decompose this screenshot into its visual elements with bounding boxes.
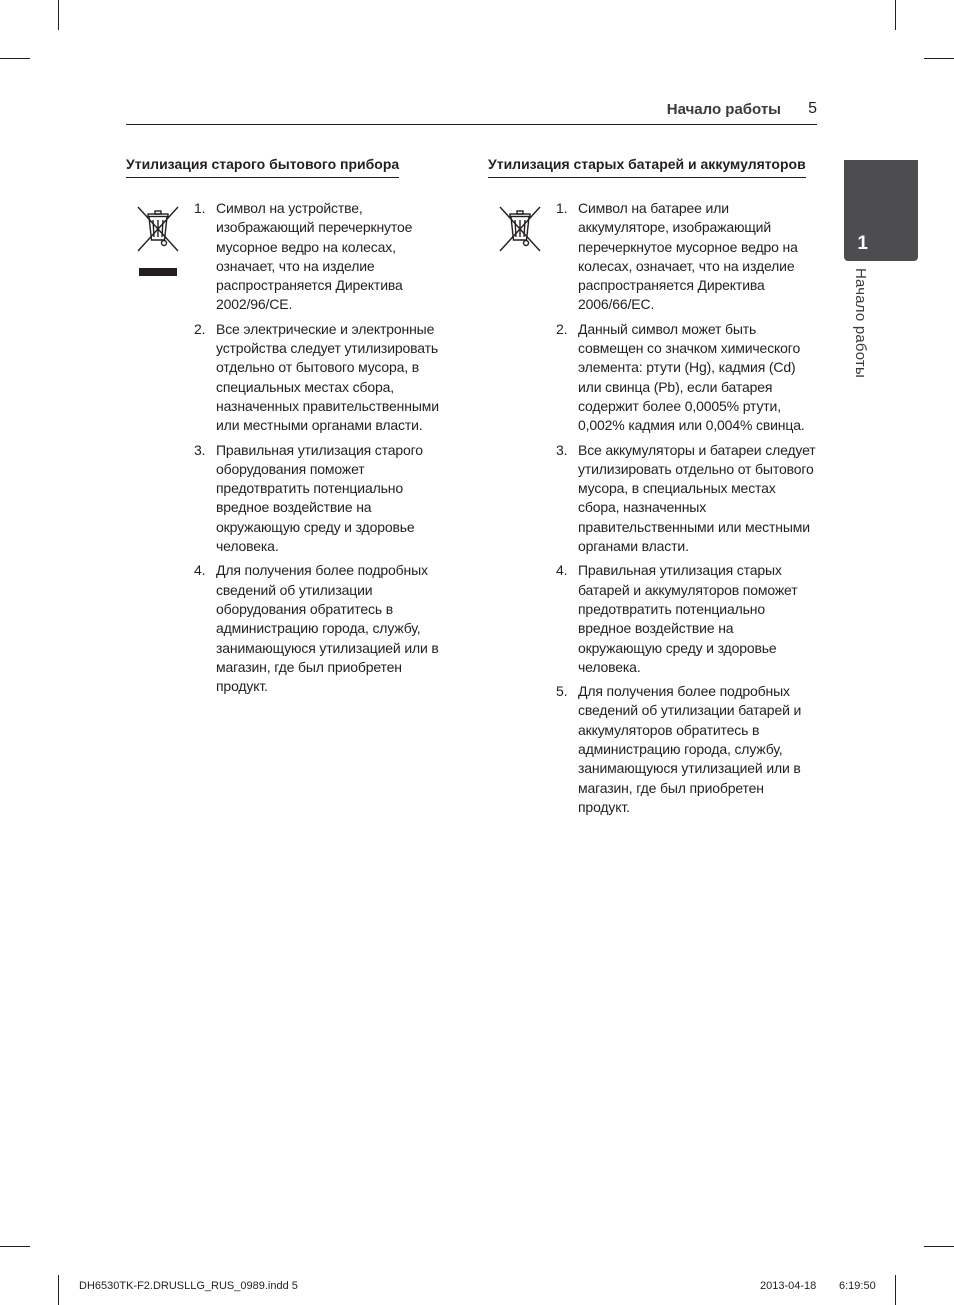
item-text: Правильная утилизация старых батарей и аккумуляторов поможет предотвратить потенциально вредное воздействие на окружающую среду и здоровье человека.	[578, 562, 798, 675]
item-text: Символ на батарее или аккумуляторе, изображающий перечеркнутое мусорное ведро на колесах, означает, что на изделие распространяется Директива 2006/66/EC.	[578, 200, 798, 313]
item-text: Все аккумуляторы и батареи следует утилизировать отдельно от бытового мусора, в специальных местах сбора, назначенных правительственными или местными органами власти.	[578, 441, 816, 555]
crop-mark	[0, 1246, 30, 1247]
crossed-out-wheelie-bin-icon	[498, 205, 542, 253]
item-text: Для получения более подробных сведений об утилизации батарей и аккумуляторов обратитесь в администрацию города, службу, занимающуюся утилизацией или в магазин, где был приобретен продукт.	[578, 683, 802, 815]
crop-mark	[58, 0, 59, 30]
section-title: Утилизация старого бытового прибора	[126, 156, 399, 178]
item-number: 4.	[556, 562, 568, 579]
item-number: 4.	[194, 562, 206, 579]
section-title: Утилизация старых батарей и аккумуляторов	[488, 156, 806, 178]
page-number: 5	[808, 100, 817, 117]
list-item	[556, 320, 818, 436]
appliance-disposal-list	[194, 199, 450, 701]
item-number: 2.	[194, 320, 206, 337]
item-text: Символ на устройстве, изображающий перечеркнутое мусорное ведро на колесах, означает, что на изделие распространяется Директива 2002/96/CE.	[216, 200, 413, 313]
item-text: Для получения более подробных сведений об утилизации оборудования обратитесь в администрацию города, службу, занимающуюся утилизацией или в магазин, где был приобретен продукт.	[216, 562, 439, 695]
crop-mark	[924, 1246, 954, 1247]
list-item	[194, 199, 450, 315]
list-item	[556, 682, 818, 817]
item-text: Правильная утилизация старого оборудования поможет предотвратить потенциально вредное воздействие на окружающую среду и здоровье человека.	[216, 441, 423, 555]
list-item	[556, 561, 818, 677]
crossed-out-wheelie-bin-icon	[136, 205, 180, 253]
crop-mark	[895, 1275, 896, 1305]
weee-symbol	[136, 205, 180, 276]
slug-date: 2013-04-18	[760, 1280, 817, 1292]
crop-mark	[58, 1275, 59, 1305]
battery-disposal-list	[556, 199, 818, 822]
appliance-disposal-section	[126, 156, 448, 695]
item-number: 1.	[556, 200, 568, 216]
item-number: 2.	[556, 320, 568, 337]
chapter-tab	[844, 160, 918, 261]
slug-time: 6:19:50	[839, 1280, 876, 1292]
header-title: Начало работы	[666, 101, 781, 118]
battery-weee-symbol	[498, 205, 542, 258]
list-item	[556, 441, 818, 557]
list-item	[194, 561, 450, 696]
item-number: 5.	[556, 683, 568, 700]
crop-mark	[895, 0, 896, 30]
slug-file: DH6530TK-F2.DRUSLLG_RUS_0989.indd 5	[79, 1280, 298, 1292]
running-header	[126, 96, 817, 125]
crop-mark	[924, 58, 954, 59]
list-item	[194, 320, 450, 436]
chapter-side-label: Начало работы	[852, 268, 869, 378]
crop-mark	[0, 58, 30, 59]
item-text: Все электрические и электронные устройства следует утилизировать отдельно от бытового мусора, в специальных местах сбора, назначенных правительственными или местными органами власти.	[216, 320, 439, 434]
item-number: 3.	[194, 441, 206, 458]
battery-disposal-section	[488, 156, 818, 815]
black-bar	[139, 268, 177, 276]
list-item	[194, 441, 450, 557]
item-number: 1.	[194, 200, 206, 216]
chapter-number: 1	[857, 233, 868, 254]
item-number: 3.	[556, 441, 568, 458]
list-item	[556, 199, 818, 315]
item-text: Данный символ может быть совмещен со значком химического элемента: ртути (Hg), кадмия (Cd) или свинца (Pb), если батарея содержит более 0,0005% ртути, 0,002% кадмия или 0,004% свинца.	[578, 320, 805, 434]
